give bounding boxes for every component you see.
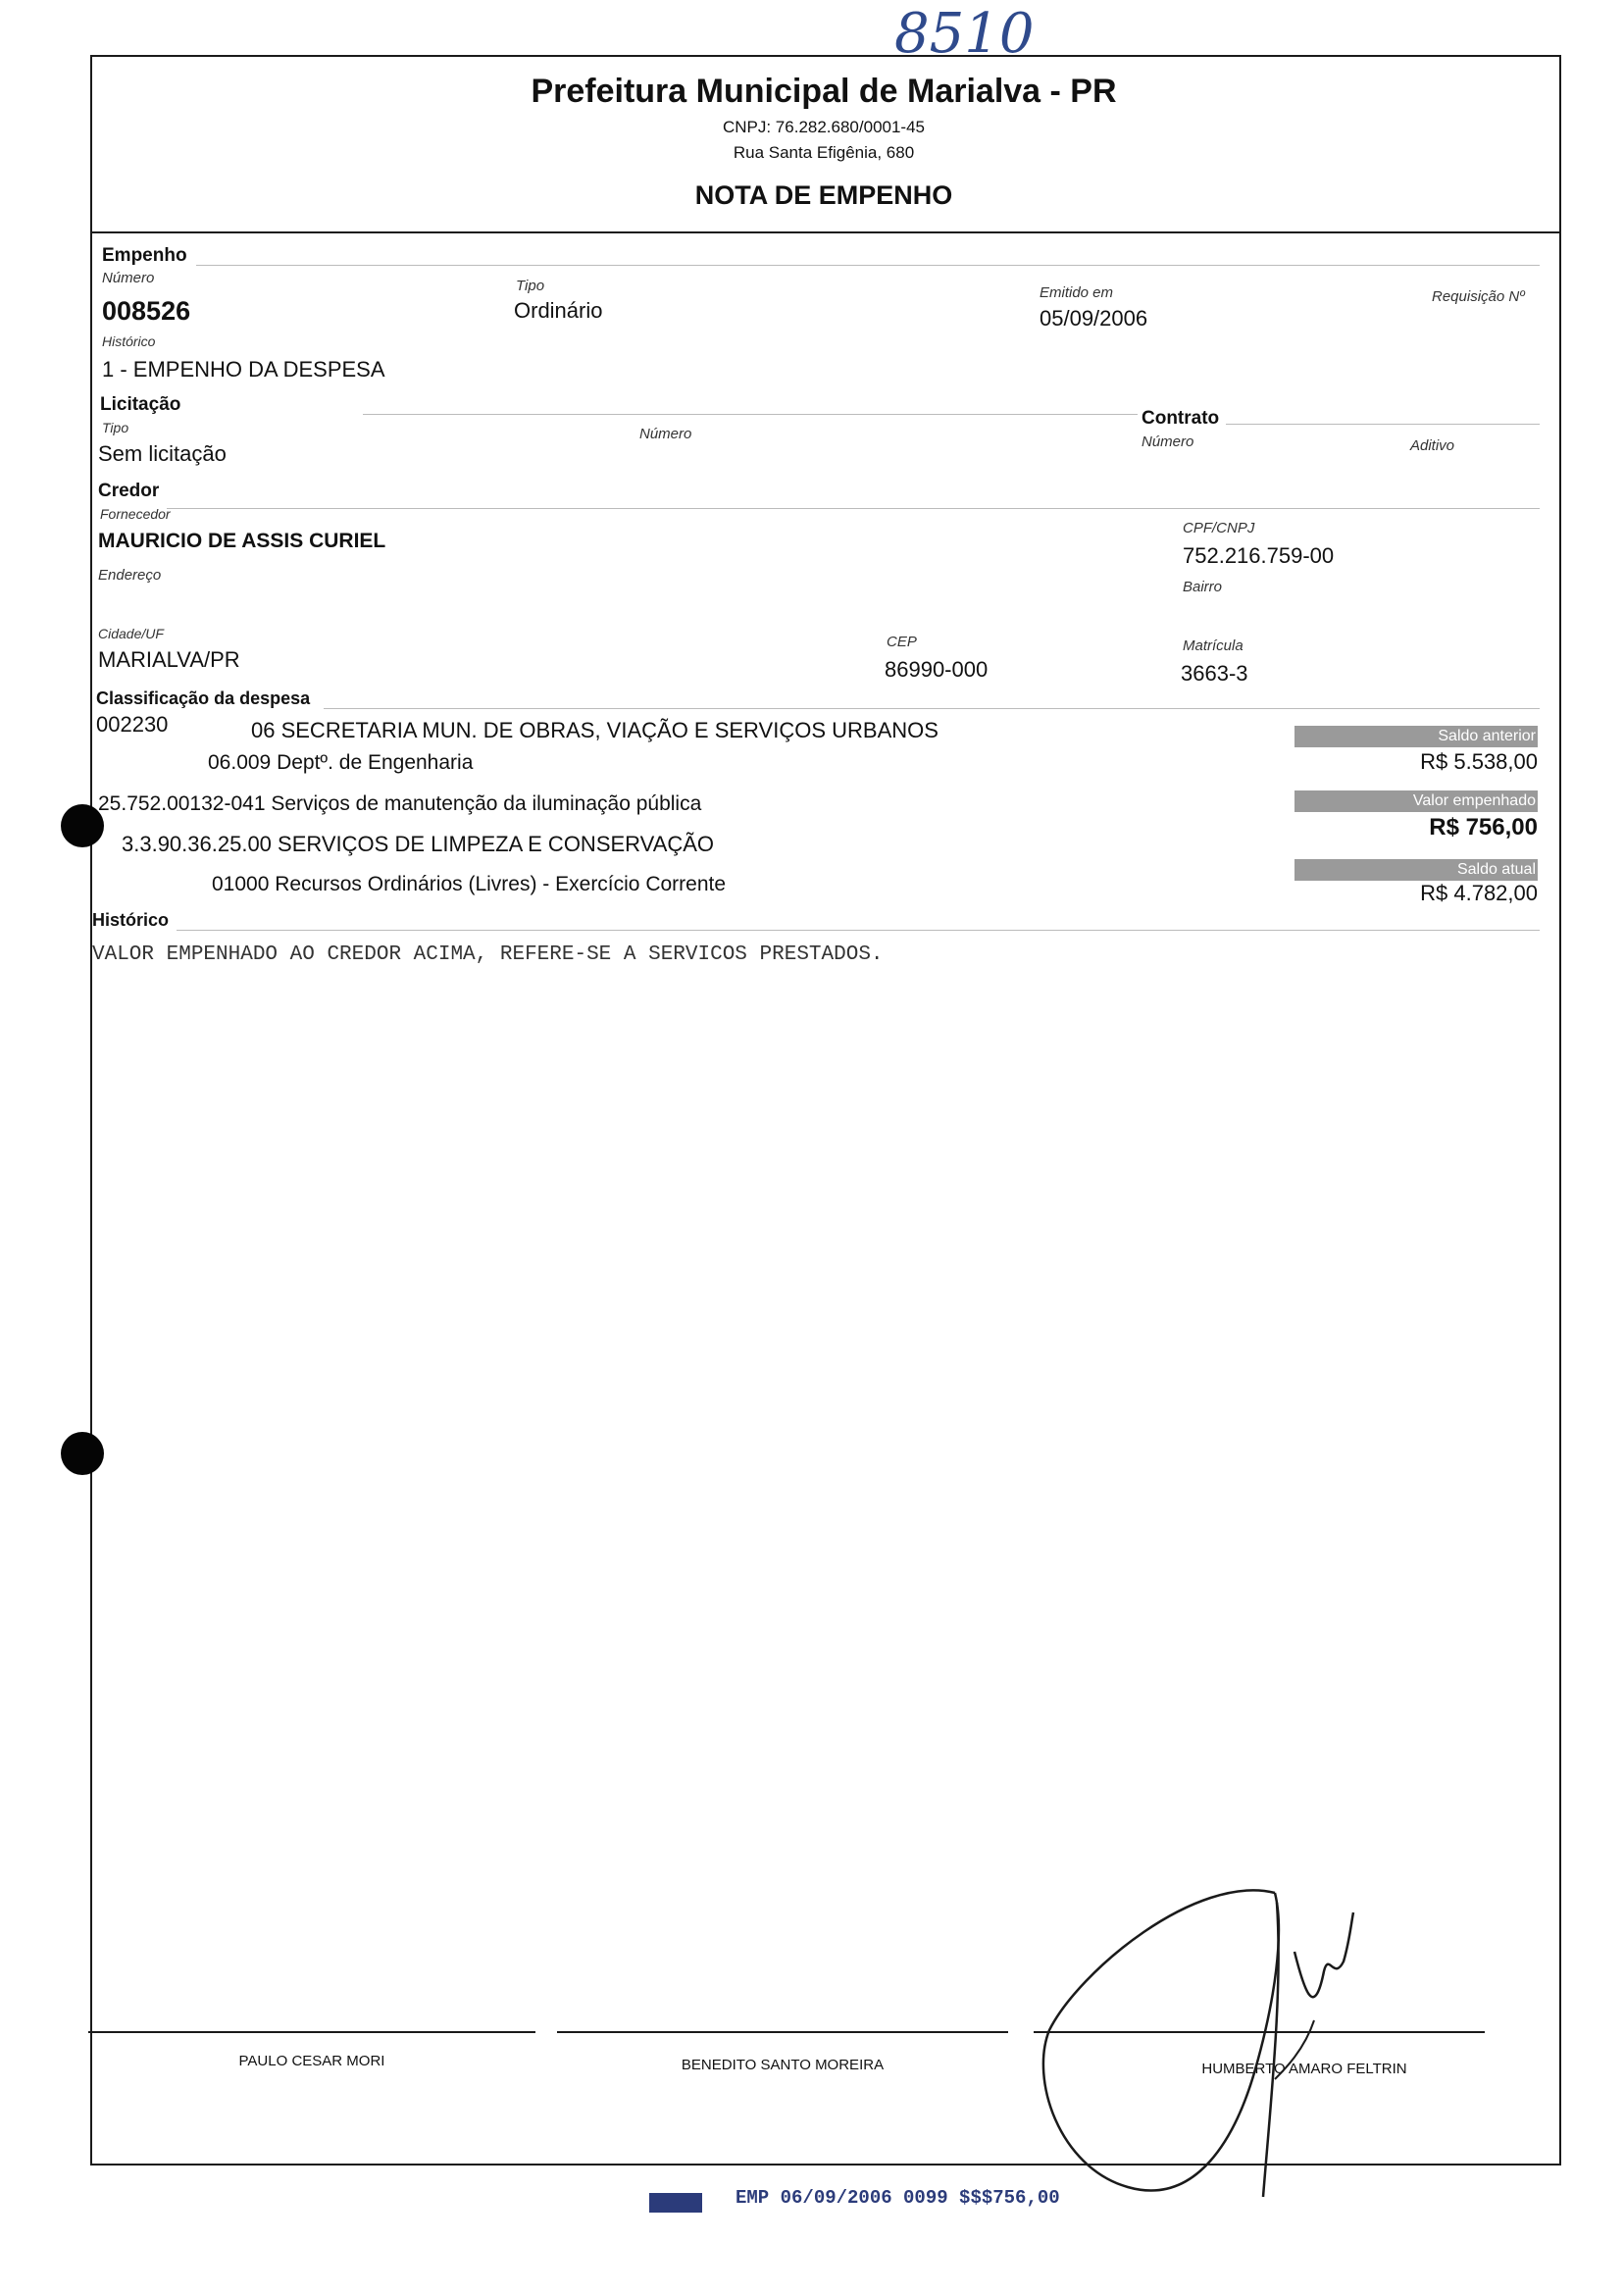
handwritten-number: 8510 (894, 2, 1035, 66)
empenho-numero: 008526 (102, 296, 191, 326)
cidade-value: MARIALVA/PR (98, 647, 240, 672)
valor-empenhado-label: Valor empenhado (1294, 790, 1538, 812)
section-line (177, 930, 1540, 931)
saldo-anterior-value: R$ 5.538,00 (1420, 749, 1538, 774)
saldo-atual-value: R$ 4.782,00 (1420, 881, 1538, 905)
signature-line (557, 2031, 1008, 2033)
address-text: Rua Santa Efigênia, 680 (733, 143, 915, 162)
section-line (167, 508, 1540, 509)
classificacao-line-3: 25.752.00132-041 Serviços de manutenção da iluminação pública (98, 792, 702, 815)
payment-stamp: EMP 06/09/2006 0099 $$$756,00 (736, 2187, 1060, 2209)
matricula-value: 3663-3 (1181, 661, 1248, 686)
cpf-value: 752.216.759-00 (1183, 543, 1335, 568)
classificacao-line-5: 01000 Recursos Ordinários (Livres) - Exercício Corrente (212, 873, 727, 895)
header-divider (90, 231, 1561, 233)
empenho-numero-label: Número (102, 270, 155, 286)
cep-value: 86990-000 (885, 657, 989, 682)
stamp-logo-icon (649, 2193, 702, 2213)
fornecedor-name: MAURICIO DE ASSIS CURIEL (98, 530, 386, 552)
signatory-1: PAULO CESAR MORI (238, 2053, 385, 2069)
fornecedor-label: Fornecedor (100, 506, 171, 522)
handwritten-signature-icon (1020, 1873, 1412, 2207)
section-contrato: Contrato (1142, 408, 1220, 429)
bairro-label: Bairro (1183, 579, 1223, 595)
signatory-2: BENEDITO SANTO MOREIRA (681, 2057, 885, 2073)
saldo-anterior-label: Saldo anterior (1294, 726, 1538, 747)
empenho-tipo-label: Tipo (516, 278, 545, 294)
section-historico: Histórico (92, 910, 170, 930)
classificacao-line-2: 06.009 Deptº. de Engenharia (208, 751, 474, 774)
section-line (324, 708, 1540, 709)
section-credor: Credor (98, 481, 160, 501)
doc-title: NOTA DE EMPENHO (694, 180, 953, 210)
section-licitacao: Licitação (100, 394, 181, 415)
page-title: Prefeitura Municipal de Marialva - PR (531, 73, 1117, 110)
contrato-aditivo-label: Aditivo (1410, 437, 1455, 454)
emitido-label: Emitido em (1040, 284, 1114, 301)
section-classificacao: Classificação da despesa (96, 688, 311, 708)
emitido-date: 05/09/2006 (1040, 306, 1148, 331)
section-line (1226, 424, 1540, 425)
licitacao-numero-label: Número (639, 426, 692, 442)
endereco-label: Endereço (98, 567, 162, 584)
signatory-3: HUMBERTO AMARO FELTRIN (1201, 2061, 1407, 2077)
classificacao-line-4: 3.3.90.36.25.00 SERVIÇOS DE LIMPEZA E CONSERVAÇÃO (122, 832, 715, 856)
contrato-numero-label: Número (1142, 433, 1194, 450)
historico-text: VALOR EMPENHADO AO CREDOR ACIMA, REFERE-SE A SERVICOS PRESTADOS. (92, 943, 884, 966)
matricula-label: Matrícula (1183, 637, 1243, 654)
cep-label: CEP (887, 634, 917, 650)
licitacao-tipo-label: Tipo (102, 420, 129, 435)
licitacao-tipo: Sem licitação (98, 441, 227, 466)
signature-line (88, 2031, 535, 2033)
classificacao-line-1: 06 SECRETARIA MUN. DE OBRAS, VIAÇÃO E SERVIÇOS URBANOS (251, 718, 939, 742)
cidade-label: Cidade/UF (98, 626, 164, 641)
section-line (363, 414, 1138, 415)
requisicao-label: Requisição Nº (1432, 288, 1525, 305)
valor-empenhado-value: R$ 756,00 (1429, 814, 1538, 841)
cpf-label: CPF/CNPJ (1183, 520, 1255, 536)
empenho-tipo: Ordinário (514, 298, 603, 323)
punch-hole (61, 804, 104, 847)
section-empenho: Empenho (102, 245, 187, 266)
classificacao-code: 002230 (96, 712, 169, 737)
punch-hole (61, 1432, 104, 1475)
section-line (196, 265, 1540, 266)
empenho-historico: 1 - EMPENHO DA DESPESA (102, 357, 385, 382)
saldo-atual-label: Saldo atual (1294, 859, 1538, 881)
cnpj-text: CNPJ: 76.282.680/0001-45 (722, 118, 926, 136)
empenho-historico-label: Histórico (102, 333, 156, 349)
